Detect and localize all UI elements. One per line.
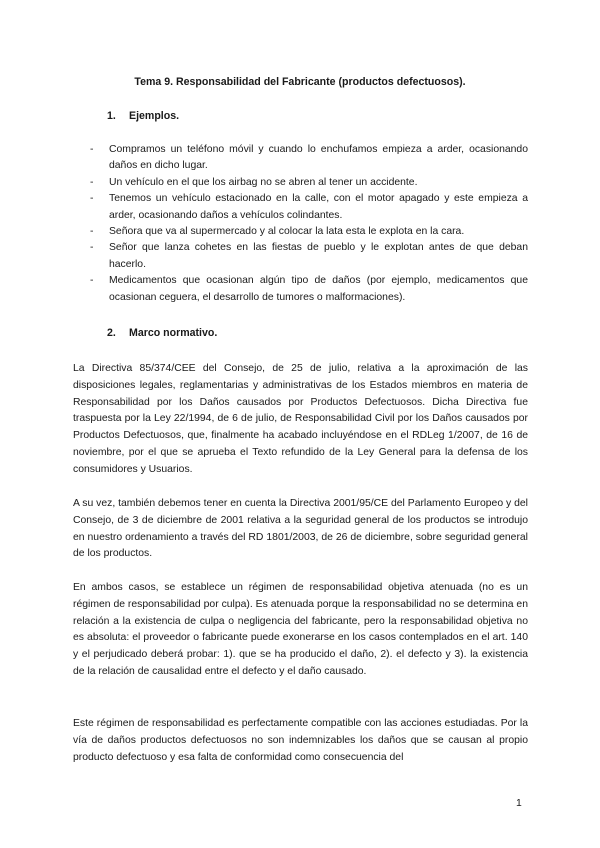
bullet-dash: - [90,144,94,155]
bullet-dash: - [90,176,94,188]
list-item-text: Señora que va al supermercado y al colocar la lata esta le explota en la cara. [109,226,465,238]
list-item-text: Compramos un teléfono móvil y cuando lo enchufamos empieza a arder, ocasionando daños en dicho lugar. [109,144,528,172]
bullet-dash: - [90,193,94,205]
paragraph-directiva-2001: A su vez, también debemos tener en cuenta la Directiva 2001/95/CE del Parlamento Europeo y del Consejo, de 3 de diciembre de 2001 relativa a la seguridad general de los productos se introdujo en nuestro ordenamiento a través del RD 1801/2003, de 26 de diciembre, sobre seguridad general de los productos. [73,498,528,560]
examples-list [90,142,528,306]
section-number: 1. [107,110,116,122]
list-item-text: Tenemos un vehículo estacionado en la calle, con el motor apagado y este empieza a arder, ocasionando daños a vehículos colindantes. [109,193,528,221]
list-item [90,273,528,306]
list-item [90,240,528,273]
section-heading-ejemplos [107,110,179,122]
list-item [90,224,528,240]
bullet-dash: - [90,242,94,254]
document-title: Tema 9. Responsabilidad del Fabricante (productos defectuosos). [134,76,466,88]
list-item [90,142,528,175]
list-item [90,191,528,224]
paragraph-regimen-compatible: Este régimen de responsabilidad es perfectamente compatible con las acciones estudiadas. Por la vía de daños productos defectuosos no son indemnizables los daños que se causan al propio producto defectuoso y esa falta de conformidad como consecuencia del [73,718,528,763]
page-number: 1 [516,798,522,809]
list-item-text: Medicamentos que ocasionan algún tipo de daños (por ejemplo, medicamentos que ocasionan ceguera, el desarrollo de tumores o malformaciones). [109,275,528,303]
section-label: Ejemplos. [129,110,180,122]
section-label: Marco normativo. [129,327,218,339]
paragraph-directiva-85: La Directiva 85/374/CEE del Consejo, de 25 de julio, relativa a la aproximación de las disposiciones legales, reglamentarias y administrativas de los Estados miembros en materia de Responsabilidad por los Daños causados por Productos Defectuosos. Dicha Directiva fue traspuesta por la Ley 22/1994, de 6 de julio, de Responsabilidad Civil por los Daños causados por Productos Defectuosos, que, finalmente ha acabado incluyéndose en el RDLeg 1/2007, de 16 de noviembre, por el que se aprueba el Texto refundido de la Ley General para la defensa de los consumidores y Usuarios. [73,363,528,475]
bullet-dash: - [90,275,94,287]
bullet-dash: - [90,226,94,238]
list-item [90,175,528,191]
paragraph-responsabilidad-objetiva: En ambos casos, se establece un régimen de responsabilidad objetiva atenuada (no es un régimen de responsabilidad por culpa). Es atenuada porque la responsabilidad no se determina en relación a la existencia de culpa o negligencia del fabricante, pero la responsabilidad objetiva no es absoluta: el proveedor o fabricante puede exonerarse en los casos contemplados en el art. 140 y el perjudicado deberá probar: 1). que se ha producido el daño, 2). el defecto y 3). la existencia de la relación de causalidad entre el defecto y el daño causado. [73,582,528,677]
section-number: 2. [107,327,116,339]
section-heading-marco-normativo [107,327,217,339]
list-item-text: Un vehículo en el que los airbag no se abren al tener un accidente. [109,176,418,188]
list-item-text: Señor que lanza cohetes en las fiestas de pueblo y le explotan antes de que deban hacerlo. [109,242,528,270]
